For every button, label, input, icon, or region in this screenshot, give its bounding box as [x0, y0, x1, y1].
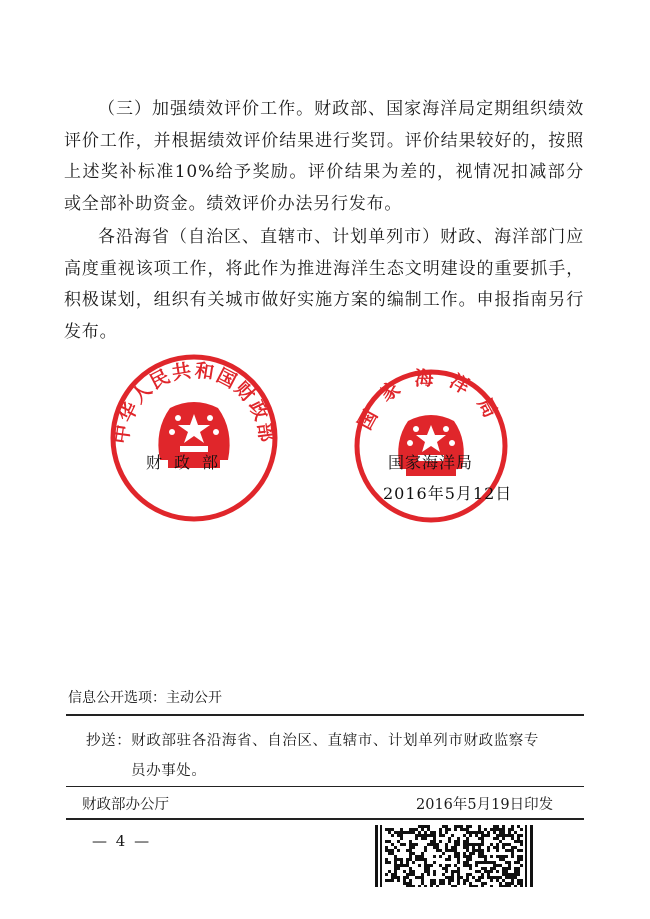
mof-seal-ring-text: 中华人民共和国财政部	[110, 359, 278, 446]
issued-date: 2016年5月19日印发	[416, 797, 554, 813]
signature-ministry-of-finance: 财政部	[146, 453, 231, 472]
cc-line-1: 抄送：财政部驻各沿海省、自治区、直辖市、计划单列市财政监察专	[86, 733, 539, 749]
signature-state-oceanic-administration: 国家海洋局	[388, 453, 474, 472]
page-number: — 4 —	[92, 832, 152, 850]
disclosure-option: 信息公开选项：主动公开	[68, 690, 222, 706]
paragraph-coastal-provinces: 各沿海省（自治区、直辖市、计划单列市）财政、海洋部门应高度重视该项工作，将此作为推进海洋生态文明建设的重要抓手，积极谋划，组织有关城市做好实施方案的编制工作。申报指南另行发布。	[64, 227, 584, 342]
divider	[66, 786, 584, 787]
divider	[66, 818, 584, 820]
soa-seal-ring-text: 国家海洋局	[353, 367, 509, 434]
signature-date: 2016年5月12日	[383, 484, 513, 503]
issuing-office: 财政部办公厅	[82, 797, 169, 813]
document-barcode-icon	[375, 825, 535, 887]
paragraph-performance-evaluation: （三）加强绩效评价工作。财政部、国家海洋局定期组织绩效评价工作，并根据绩效评价结果进行奖罚。评价结果较好的，按照上述奖补标准10%给予奖励。评价结果为差的，视情况扣减部分或全部补助资金。绩效评价办法另行发布。	[64, 99, 584, 214]
cc-line-2: 员办事处。	[131, 763, 207, 779]
cc-recipients	[86, 726, 586, 786]
divider	[66, 714, 584, 716]
ministry-of-finance-seal	[108, 352, 280, 524]
